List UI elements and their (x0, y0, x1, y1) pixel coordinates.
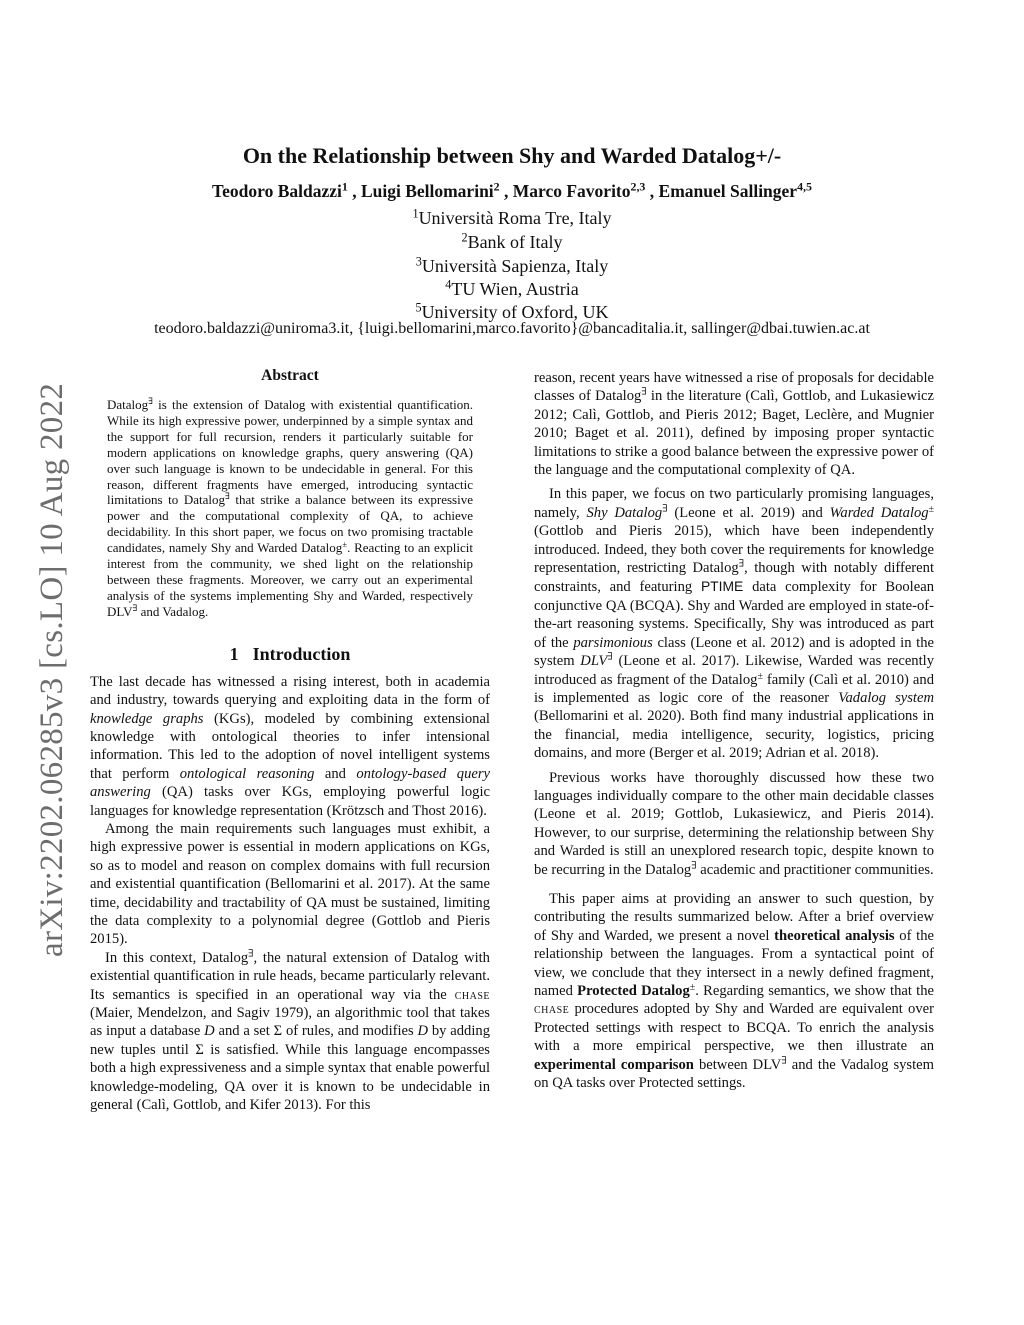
text-run: academic and practitioner communities. (696, 861, 934, 878)
emphasis: Warded Datalog (829, 504, 929, 521)
text-run: by adding new tuples until (90, 1023, 490, 1058)
complexity-class: PTIME (700, 578, 744, 595)
affiliation (0, 279, 1024, 300)
superscript: ∃ (781, 1055, 787, 1067)
text-run: , though with notably different constraints, and featuring (534, 560, 935, 596)
text-run: and a set (214, 1023, 274, 1040)
superscript: ± (757, 670, 763, 682)
paragraph (90, 673, 490, 820)
abstract-heading: Abstract (261, 367, 319, 384)
superscript: ± (928, 503, 934, 515)
superscript: ∃ (225, 491, 230, 502)
superscript: ∃ (132, 602, 138, 613)
affiliation-number: 2 (461, 230, 468, 245)
paragraph (534, 369, 934, 479)
affiliation-number: 1 (412, 206, 419, 221)
section-title: Introduction (252, 643, 351, 664)
author-affil-marker: 2,3 (630, 179, 646, 194)
text-run: Previous works have thoroughly discussed how these two languages individually compare to the other main decidable classes (Leone et al. 2019; Gottlob, Lukasiewicz, and Pieris 2014). However, to our surprise, determining the relationship between Shy and Warded is still an unexplored research topic, despite known to be recurring in the Datalog (534, 769, 934, 878)
text-run: (KGs), modeled by combining extensional knowledge with ontological theories to infer intensional information. This led to the adoption of novel intelligent systems that perform (90, 710, 490, 782)
text-run: between DLV (693, 1056, 782, 1073)
text-run: (Maier, Mendelzon, and Sagiv 1979), an algorithmic tool that takes as input a database (90, 1005, 490, 1040)
bold-term: Protected Datalog (577, 983, 690, 999)
text-run: of rules, and modifies (282, 1023, 418, 1040)
text-run: (Leone et al. 2019) and (667, 504, 830, 521)
affiliation-number: 3 (415, 254, 422, 269)
abstract-text: is the extension of Datalog with existential quantification. While its high expressive power, underpinned by a simple syntax and the support for full recursion, renders it particularly suitable for modern applications on knowledge graphs, query answering (QA) over such language is known to be undecidable in general. For this reason, different fragments have emerged, introducing syntactic limitations to Datalog (107, 397, 473, 508)
arxiv-identifier: arXiv:2202.06285v3 [cs.LO] 10 Aug 2022 (34, 382, 70, 957)
affiliation-number: 5 (415, 300, 422, 315)
emphasis: parsimonious (573, 634, 653, 651)
text-run: (Leone et al. 2017). Likewise, Warded was recently introduced as fragment of the Datalog (534, 653, 934, 688)
text-run: and the Vadalog system on QA tasks over Protected settings. (534, 1056, 934, 1092)
bold-term: experimental comparison (534, 1056, 694, 1073)
author-list (0, 181, 1024, 202)
author-separator: , (645, 181, 659, 201)
author-name: Teodoro Baldazzi (212, 181, 342, 201)
abstract-body (107, 397, 473, 620)
abstract-text: Datalog (107, 397, 149, 412)
affiliation (0, 232, 1024, 253)
math-symbol: D (204, 1023, 215, 1040)
text-run: data complexity for Boolean conjunctive QA (BCQA). Shy and Warded are employed in state-of-the-art reasoning systems. Specifically, Shy was introduced as part of the (534, 579, 934, 651)
affiliation-text: Università Sapienza, Italy (421, 256, 609, 276)
paragraph (534, 769, 934, 879)
author-separator: , (499, 181, 513, 201)
author-affil-marker: 4,5 (797, 179, 812, 194)
author-emails: teodoro.baldazzi@uniroma3.it, {luigi.bellomarini,marco.favorito}@bancaditalia.it, sallinger@dbai.tuwien.ac.at (154, 320, 870, 337)
text-run: of the relationship between the languages. From a syntactical point of view, we conclude that they intersect in a newly defined fragment, named (534, 927, 934, 999)
text-run: The last decade has witnessed a rising interest, both in academia and industry, towards querying and exploiting data in the form of (90, 673, 490, 709)
affiliation-text: University of Oxford, UK (421, 302, 609, 322)
author-name: Emanuel Sallinger (658, 181, 798, 201)
text-run: family (Calì et al. 2010) and is implemented as logic core of the reasoner (534, 671, 934, 706)
author-affil-marker: 1 (341, 179, 348, 194)
author-separator: , (347, 181, 361, 201)
author-name: Marco Favorito (512, 181, 631, 201)
affiliation-text: TU Wien, Austria (451, 279, 579, 299)
emphasis: knowledge graphs (90, 710, 204, 727)
emphasis: DLV (580, 653, 608, 670)
superscript: ± (342, 539, 348, 550)
text-run: class (Leone et al. 2012) and is adopted in the system (534, 634, 934, 670)
emphasis: Shy Datalog (586, 504, 663, 521)
math-symbol: Σ (273, 1023, 283, 1040)
affiliation (0, 256, 1024, 277)
superscript: ∃ (738, 558, 745, 570)
section-number: 1 (229, 643, 239, 664)
affiliation-text: Università Roma Tre, Italy (418, 208, 612, 228)
section-heading (90, 644, 490, 665)
author-name: Luigi Bellomarini (360, 181, 494, 201)
text-run: In this paper, we focus on two particularly promising languages, namely, (534, 486, 934, 521)
superscript: ∃ (691, 860, 697, 872)
text-run: In this context, Datalog (105, 949, 249, 966)
paragraph: Among the main requirements such languages must exhibit, a high expressive power is essential in modern applications on KGs, so as to model and reason on complex domains with full recursion and existential quantification (Bellomarini et al. 2017). At the same time, decidability and tractability of QA must be sustained, limiting the data complexity to a polynomial degree (Gottlob and Pieris 2015). (90, 820, 490, 948)
text-run: (Gottlob and Pieris 2015), which have been independently introduced. Indeed, they both cover the requirements for knowledge representation, restricting Datalog (534, 523, 934, 577)
text-run: . Regarding semantics, we show that the (695, 983, 934, 999)
chase-term: chase (534, 1001, 570, 1018)
right-column (534, 369, 934, 1092)
text-run: (QA) tasks over KGs, employing powerful logic languages for knowledge representation (Krötzsch and Thost 2016). (90, 784, 490, 819)
text-run: in the literature (Calì, Gottlob, and Lukasiewicz 2012; Calì, Gottlob, and Pieris 2012; Baget, Leclère, and Mugnier 2010; Baget et al. 2011), defined by imposing proper syntactic limitations to strike a good balance between the expressive power of the language and the computational complexity of QA. (534, 388, 934, 479)
chase-term: chase (454, 986, 490, 1003)
author-affil-marker: 2 (493, 179, 500, 194)
text-run: (Bellomarini et al. 2020). Both find many industrial applications in the financial, media intelligence, security, logistics, pricing domains, and more (Berger et al. 2019; Adrian et al. 2018). (534, 708, 934, 762)
affiliation-number: 4 (445, 277, 452, 292)
text-run: is satisfied. While this language encompasses both a high expressiveness and a simple syntax that enable powerful knowledge-modeling, QA over it is known to be undecidable in general (Calì, Gottlob, and Kifer 2013). For this (90, 1041, 490, 1114)
paragraph (534, 890, 934, 1092)
left-column (90, 367, 490, 1114)
abstract-text: and Vadalog. (137, 603, 209, 619)
emphasis: ontology-based query answering (90, 765, 490, 801)
superscript: ∃ (248, 948, 254, 960)
paragraph (90, 949, 490, 1115)
paper-title: On the Relationship between Shy and Warded Datalog+/- (242, 143, 782, 168)
text-run: and (314, 765, 357, 782)
text-run: procedures adopted by Shy and Warded are equivalent over Protected settings with respect to BCQA. To enrich the analysis with a more empirical perspective, we then illustrate an (534, 1001, 934, 1055)
emphasis: Vadalog system (838, 689, 934, 706)
superscript: ∃ (662, 503, 668, 515)
math-symbol: Σ (195, 1041, 204, 1058)
text-run: reason, recent years have witnessed a rise of proposals for decidable classes of Datalog (534, 370, 934, 405)
abstract-text: that strike a balance between its expressive power and the computational complexity of QA, to achieve decidability. In this short paper, we focus on two promising tractable candidates, namely Shy and Warded Datalog (107, 492, 473, 556)
bold-term: theoretical analysis (774, 927, 895, 944)
text-run: This paper aims at providing an answer to such question, by contributing the results summarized below. After a brief overview of Shy and Warded, we present a novel (534, 890, 934, 944)
affiliation-text: Bank of Italy (467, 232, 563, 252)
superscript: ± (689, 981, 696, 993)
superscript: ∃ (148, 396, 153, 407)
superscript: ∃ (641, 386, 647, 398)
abstract-text: . Reacting to an explicit interest from the community, we shed light on the relationship between these fragments. Moreover, we carry out an experimental analysis of the systems implementing Shy and Warded, respectively DLV (107, 540, 473, 619)
affiliation (0, 208, 1024, 229)
paragraph (534, 485, 934, 762)
text-run: , the natural extension of Datalog with existential quantification in rule heads, became particularly relevant. Its semantics is specified in an operational way via the (90, 949, 490, 1003)
emphasis: ontological reasoning (179, 765, 315, 782)
math-symbol: D (417, 1023, 429, 1040)
superscript: ∃ (607, 651, 613, 663)
